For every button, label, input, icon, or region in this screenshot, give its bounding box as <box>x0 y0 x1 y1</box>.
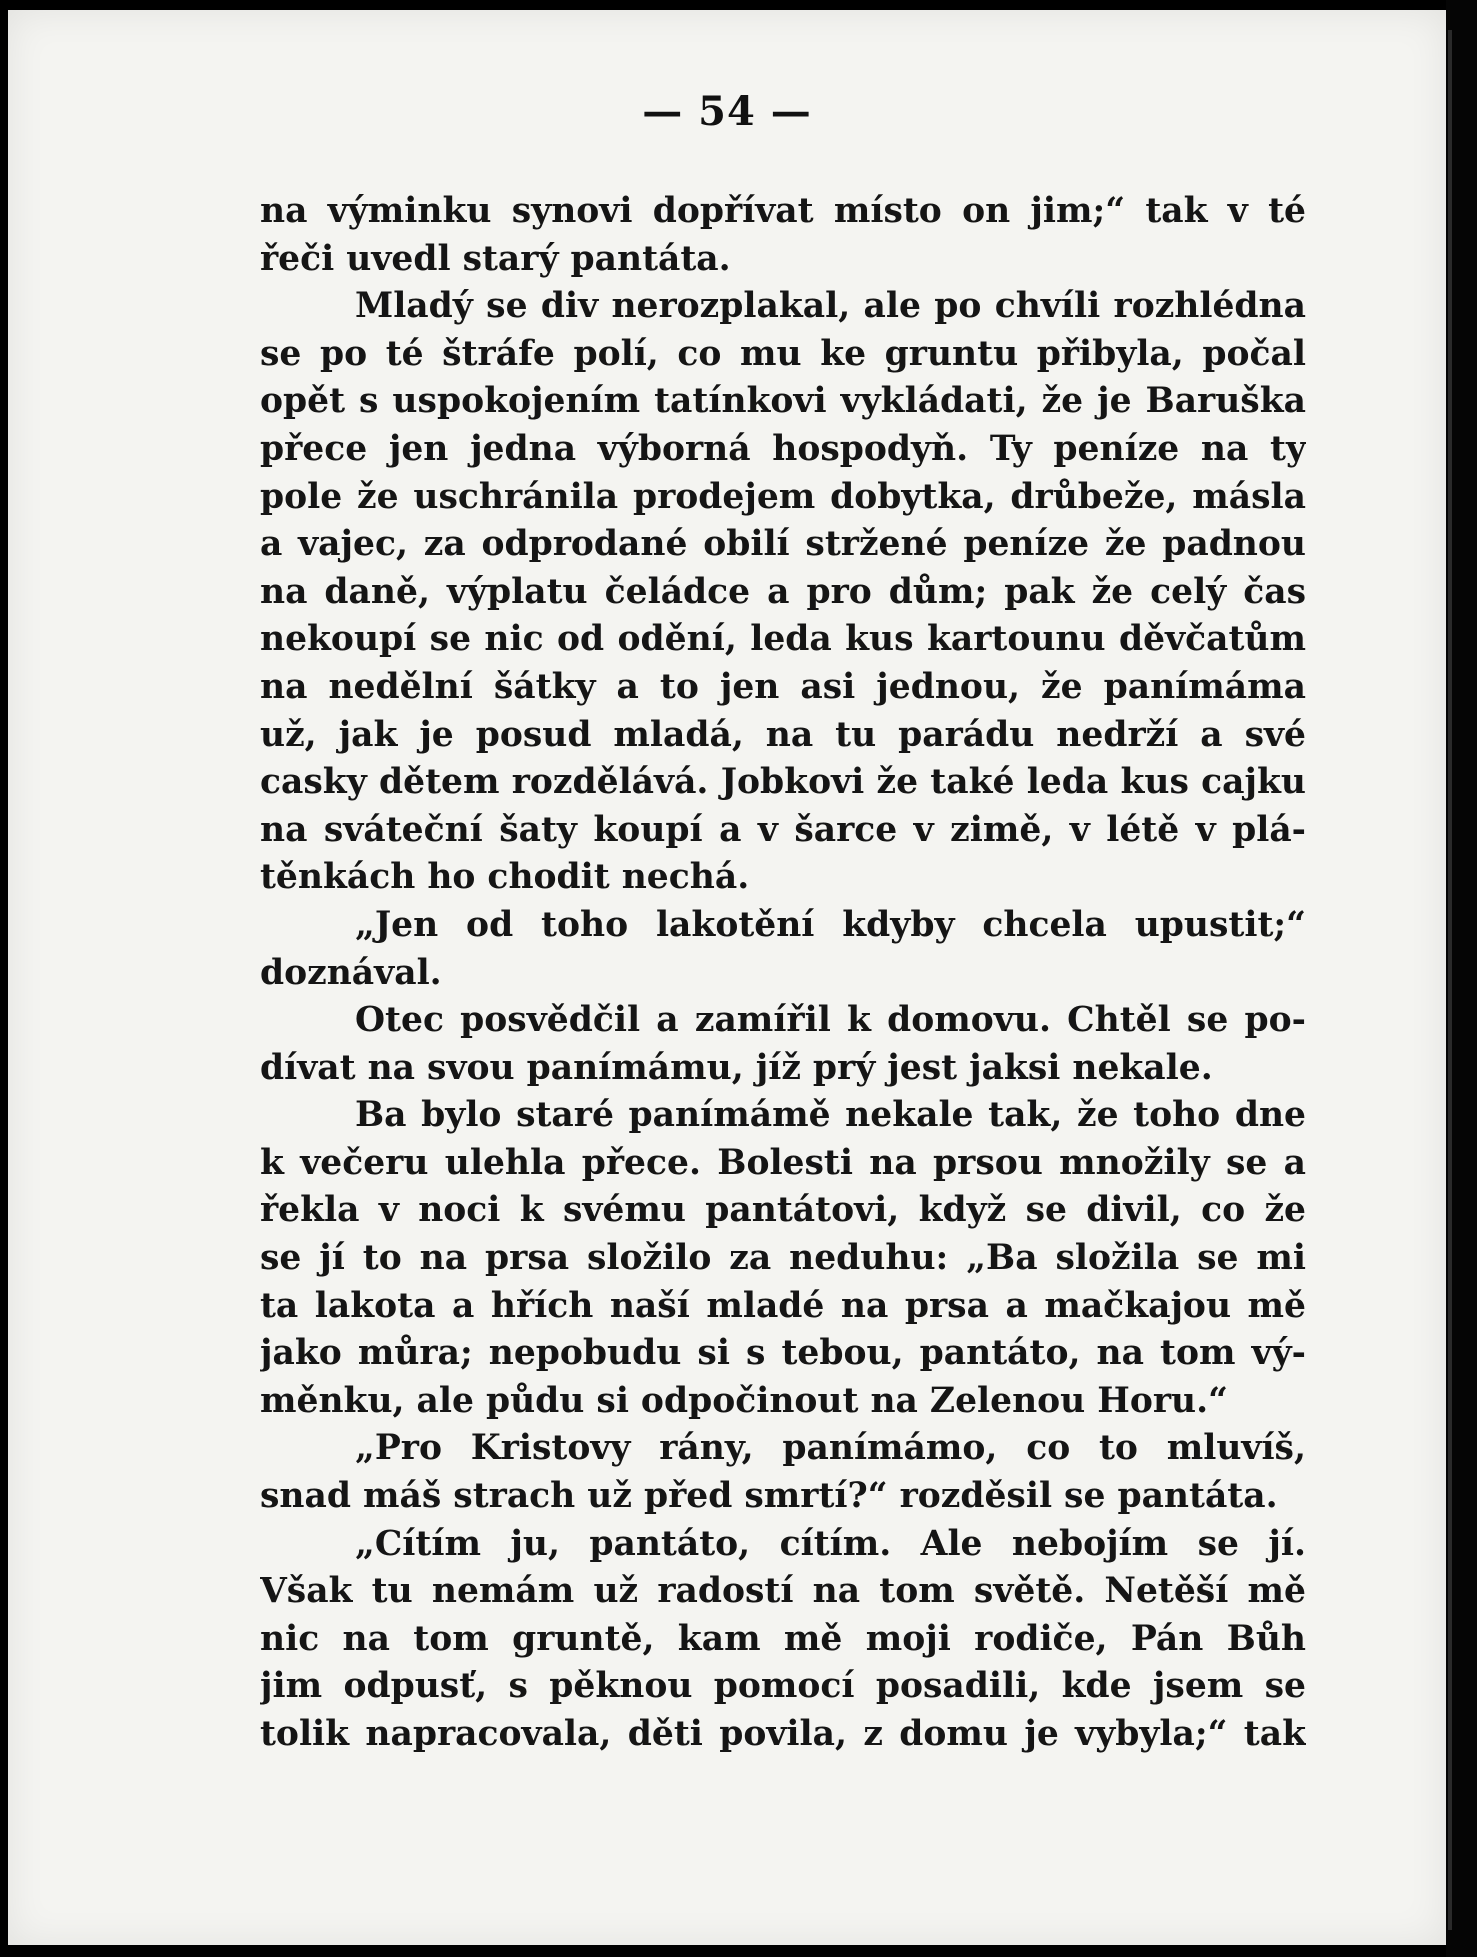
page-number: — 54 — <box>642 88 812 135</box>
text-line: se jí to na prsa složilo za neduhu: „Ba složila se mi <box>260 1238 1306 1279</box>
text-line: už, jak je posud mladá, na tu parádu nedrží a své <box>260 714 1306 755</box>
text-line: přece jen jedna výborná hospodyň. Ty peníze na ty <box>260 428 1306 469</box>
text-line: „Cítím ju, pantáto, cítím. Ale nebojím se jí. <box>355 1523 1306 1564</box>
text-line: pole že uschránila prodejem dobytka, drůbeže, másla <box>260 476 1306 517</box>
text-line: ta lakota a hřích naší mladé na prsa a mačkajou mě <box>260 1285 1306 1326</box>
text-line: nekoupí se nic od odění, leda kus kartounu děvčatům <box>260 619 1306 660</box>
text-line: Však tu nemám už radostí na tom světě. Netěší mě <box>260 1571 1306 1612</box>
scan-edge-line <box>1448 30 1452 1930</box>
text-line: „Jen od toho lakotění kdyby chcela upustit;“ <box>355 904 1306 945</box>
text-line: na sváteční šaty koupí a v šarce v zimě, v létě v plá- <box>260 809 1306 850</box>
text-line: na daně, výplatu čeládce a pro dům; pak že celý čas <box>260 571 1306 612</box>
text-line: snad máš strach už před smrtí?“ rozděsil se pantáta. <box>260 1476 1278 1517</box>
text-line: na nedělní šátky a to jen asi jednou, že panímáma <box>260 666 1306 707</box>
text-line: k večeru ulehla přece. Bolesti na prsou množily se a <box>260 1142 1306 1183</box>
text-line: těnkách ho chodit nechá. <box>260 857 750 898</box>
text-line: „Pro Kristovy rány, panímámo, co to mluvíš, <box>355 1428 1306 1469</box>
text-line: a vajec, za odprodané obilí stržené peníze že padnou <box>260 524 1306 565</box>
book-page <box>8 10 1446 1945</box>
text-line: se po té štráfe polí, co mu ke gruntu přibyla, počal <box>260 333 1306 374</box>
text-line: řeči uvedl starý pantáta. <box>260 238 731 279</box>
text-line: jako můra; nepobudu si s tebou, pantáto, na tom vý- <box>260 1333 1306 1374</box>
text-body <box>260 188 1306 1759</box>
text-line: na výminku synovi dopřívat místo on jim;“ tak v té <box>260 191 1306 231</box>
text-line: řekla v noci k svému pantátovi, když se divil, co že <box>260 1190 1306 1231</box>
text-line: casky dětem rozdělává. Jobkovi že také leda kus cajku <box>260 762 1306 803</box>
text-line: nic na tom gruntě, kam mě moji rodiče, Pán Bůh <box>260 1618 1306 1659</box>
text-line: Ba bylo staré panímámě nekale tak, že toho dne <box>355 1095 1306 1136</box>
text-line: Otec posvědčil a zamířil k domovu. Chtěl se po- <box>355 1000 1306 1041</box>
text-line: dívat na svou panímámu, jíž prý jest jaksi nekale. <box>260 1047 1213 1088</box>
text-line: měnku, ale půdu si odpočinout na Zelenou Horu.“ <box>260 1380 1228 1421</box>
text-line: doznával. <box>260 952 442 993</box>
text-line: tolik napracovala, děti povila, z domu je vybyla;“ tak <box>260 1714 1306 1754</box>
text-line: opět s uspokojením tatínkovi vykládati, že je Baruška <box>260 381 1306 422</box>
text-line: Mladý se div nerozplakal, ale po chvíli rozhlédna <box>355 286 1306 327</box>
text-line: jim odpusť, s pěknou pomocí posadili, kde jsem se <box>260 1666 1306 1707</box>
